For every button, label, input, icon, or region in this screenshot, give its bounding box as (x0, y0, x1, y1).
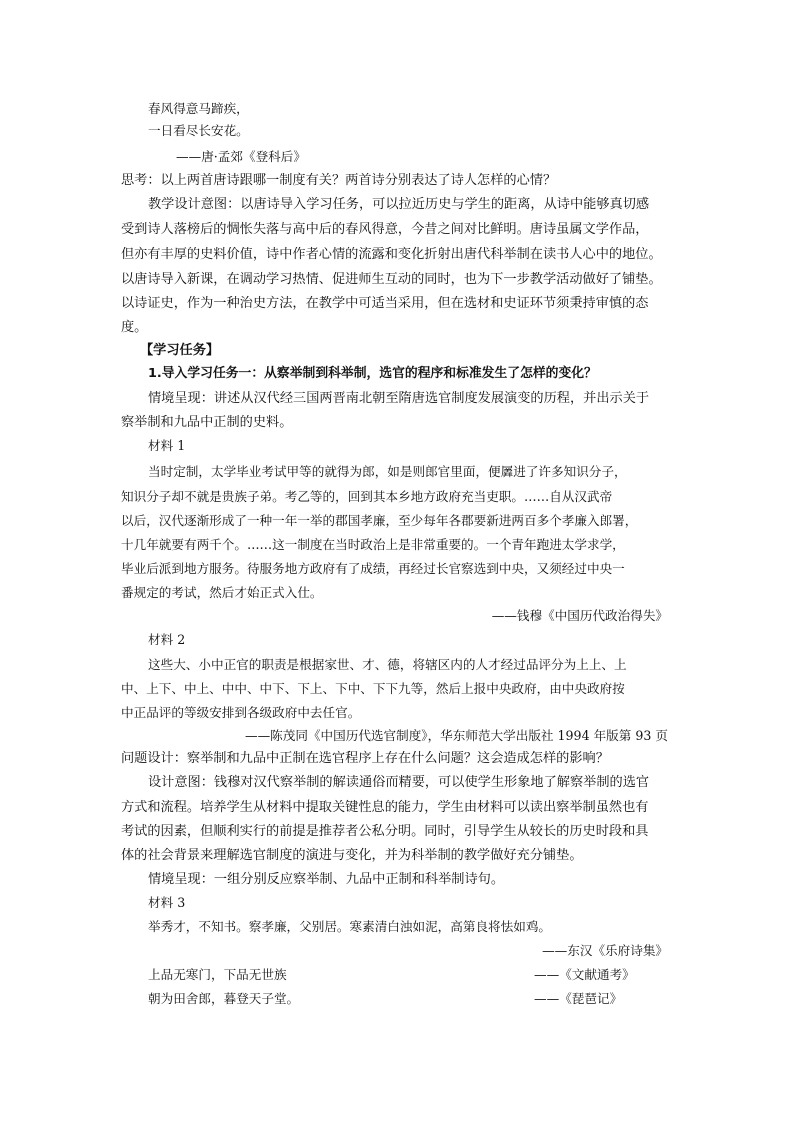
scenario-2: 情境呈现：一组分别反应察举制、九品中正制和科举制诗句。 (148, 872, 505, 887)
material-2-line: 中正品评的等级安排到各级政府中去任官。 (121, 705, 361, 720)
material-3-quote: 朝为田舍郎，暮登天子堂。 (148, 991, 300, 1006)
material-3-label: 材料 3 (148, 895, 186, 910)
scenario-1-line: 情境呈现：讲述从汉代经三国两晋南北朝至隋唐选官制度发展演变的历程，并出示关于 (148, 391, 650, 406)
material-1-line: 十几年就要有两千个。……这一制度在当时政治上是非常重要的。一个青年跑进太学求学， (121, 537, 625, 552)
material-1-line: 当时定制，太学毕业考试甲等的就得为郎，如是则郎官里面，便羼进了许多知识分子， (148, 464, 627, 479)
design-intent-1-line: 但亦有丰厚的史料价值，诗中作者心情的流露和变化折射出唐代科举制在读书人心中的地位。 (121, 247, 662, 262)
material-1-line: 知识分子却不就是贵族子弟。考乙等的，回到其本乡地方政府充当吏职。……自从汉武帝 (121, 489, 613, 504)
material-2-line: 中、上下、中上、中中、中下、下上、下中、下下九等，然后上报中央政府，由中央政府按 (121, 681, 625, 696)
poem-line-2: 一日看尽长安花。 (148, 123, 249, 138)
design-intent-1-line: 以唐诗导入新课，在调动学习热情、促进师生互动的同时，也为下一步教学活动做好了铺垫。 (121, 272, 662, 287)
design-intent-1-line: 度。 (121, 320, 148, 335)
material-2-source: ——陈茂同《中国历代选官制度》，华东师范大学出版社 1994 年版第 93 页 (244, 728, 668, 743)
design-intent-1-line: 受到诗人落榜后的惆怅失落与高中后的春风得意，今昔之间对比鲜明。唐诗虽属文学作品， (121, 222, 649, 237)
question-design: 问题设计：察举制和九品中正制在选官程序上存在什么问题？这会造成怎样的影响？ (121, 751, 609, 766)
material-1-line: 以后，汉代逐渐形成了一种一年一举的郡国孝廉，至少每年各郡要新进两百多个孝廉入郎署， (121, 513, 638, 528)
material-2-line: 这些大、小中正官的职责是根据家世、才、德，将辖区内的人才经过品评分为上上、上 (148, 657, 627, 672)
material-1-source: ——钱穆《中国历代政治得失》 (491, 608, 668, 623)
section-heading: 【学习任务】 (140, 343, 220, 358)
thinking-question: 思考：以上两首唐诗跟哪一制度有关？两首诗分别表达了诗人怎样的心情？ (121, 173, 557, 188)
design-intent-1-line: 教学设计意图：以唐诗导入学习任务，可以拉近历史与学生的距离，从诗中能够真切感 (148, 197, 650, 212)
material-3-source: ——《琵琶记》 (534, 991, 623, 1006)
material-3-source: ——《文献通考》 (534, 967, 635, 982)
design-intent-2-line: 体的社会背景来理解选官制度的演进与变化，并为科举制的教学做好充分铺垫。 (121, 848, 583, 863)
material-3-quote: 上品无寒门，下品无世族 (148, 967, 287, 982)
poem-line-1: 春风得意马蹄疾， (148, 101, 249, 116)
material-3-source: ——东汉《乐府诗集》 (542, 943, 668, 958)
poem-attribution: ——唐·孟郊《登科后》 (176, 149, 306, 164)
design-intent-2-line: 方式和流程。培养学生从材料中提取关键性息的能力，学生由材料可以读出察举制虽然也有 (121, 800, 649, 815)
material-2-label: 材料 2 (148, 632, 186, 647)
design-intent-2-line: 设计意图：钱穆对汉代察举制的解读通俗而精要，可以使学生形象地了解察举制的选官 (148, 775, 650, 790)
material-1-label: 材料 1 (148, 438, 186, 453)
material-3-quote: 举秀才，不知书。察孝廉，父别居。寒素清白浊如泥，高第良将怯如鸡。 (148, 919, 551, 934)
material-1-line: 毕业后派到地方服务。待服务地方政府有了成绩，再经过长官察选到中央，又须经过中央一 (121, 561, 625, 576)
design-intent-1-line: 以诗证史，作为一种治史方法，在教学中可适当采用，但在选材和史证环节须秉持审慎的态 (121, 296, 649, 311)
material-1-line: 番规定的考试，然后才始正式入仕。 (121, 585, 323, 600)
scenario-1-line: 察举制和九品中正制的史料。 (121, 415, 293, 430)
task-1-heading: 1.导入学习任务一：从察举制到科举制，选官的程序和标准发生了怎样的变化？ (148, 366, 597, 381)
design-intent-2-line: 考试的因素，但顺利实行的前提是推荐者公私分明。同时，引导学生从较长的历史时段和具 (121, 824, 649, 839)
